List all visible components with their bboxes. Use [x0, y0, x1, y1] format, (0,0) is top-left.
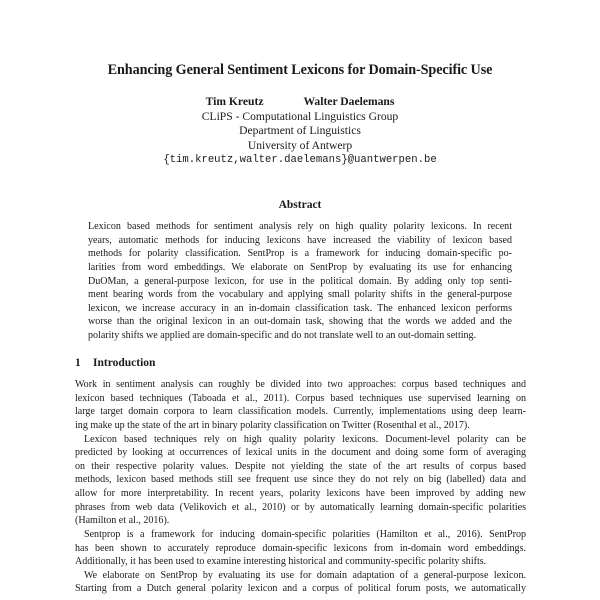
body-line: predicted by looking at occurrences of lexical units in the document and doing some form of averaging	[75, 447, 526, 459]
author-block	[0, 95, 600, 168]
body-line: Additionally, it has been used to examine interesting historical and community-specific polarity shifts.	[75, 556, 487, 568]
abstract-line: larities from word embeddings. We elaborate on SentProp by evaluating its use for enhancing	[88, 261, 512, 273]
abstract-line: ment bearing words from the vocabulary and applying small polarity shifts in the general-purpose	[88, 289, 512, 301]
body-line: Work in sentiment analysis can roughly be divided into two approaches: corpus based techniques and	[75, 379, 526, 390]
body-line: Sentprop is a framework for inducing domain-specific polarities (Hamilton et al., 2016). SentProp	[84, 528, 526, 540]
section-number: 1	[75, 357, 81, 369]
body-line: (Hamilton et al., 2016).	[75, 515, 170, 527]
body-line: Lexicon based techniques rely on high quality polarity lexicons. Document-level polarity can be	[84, 433, 526, 445]
affiliation-line: University of Antwerp	[247, 138, 353, 152]
body-line: large target domain corpora to learn classification models. Currently, implementations using deep learn-	[75, 406, 526, 418]
affiliation-line: Department of Linguistics	[239, 124, 361, 138]
body-line: ing make up the state of the art in binary polarity classification on Twitter (Rosenthal et al., 2017).	[75, 419, 470, 431]
author-names	[0, 95, 600, 110]
affiliation-line: CLiPS - Computational Linguistics Group	[201, 109, 399, 123]
abstract-line: DuOMan, a general-purpose lexicon, for use in the political domain. By adding only top senti-	[88, 275, 512, 287]
author-email: {tim.kreutz,walter.daelemans}@uantwerpen.be	[163, 154, 437, 167]
section-title: Introduction	[93, 357, 156, 369]
body-line: phrases from web data (Velikovich et al., 2010) or by automatically learning domain-specific polarities	[75, 501, 526, 513]
abstract-line: polarity shifts we applied are domain-specific and do not translate well to an out-domain setting.	[88, 330, 477, 341]
abstract-line: lexicon, we increase accuracy in an in-domain classification task. The enhanced lexicon performs	[88, 302, 512, 314]
introduction-body	[75, 378, 526, 596]
abstract-line: worse than the original lexicon in an out-domain task, showing that the words we added and the	[88, 316, 512, 328]
paper-title: Enhancing General Sentiment Lexicons for Domain-Specific Use	[107, 62, 493, 78]
body-line: has been shown to accurately reproduce domain-specific lexicons from in-domain word embeddings.	[75, 542, 526, 554]
abstract-line: methods for polarity classification. SentProp is a framework for inducing domain-specific po-	[88, 248, 512, 260]
body-line: We elaborate on SentProp by evaluating its use for domain adaptation of a general-purpose lexicon.	[84, 569, 526, 581]
abstract-heading: Abstract	[278, 199, 322, 211]
body-line: Starting from a Dutch general polarity lexicon and a corpus of political forum posts, we automatically	[75, 583, 526, 595]
body-line: allow for more interpretability. In recent years, polarity lexicons have been improved by adding new	[75, 488, 526, 499]
abstract-body	[88, 220, 512, 343]
author-name: Tim Kreutz	[205, 95, 264, 108]
author-name: Walter Daelemans	[303, 95, 395, 108]
body-line: lexicon based techniques (Taboada et al., 2011). Corpus based techniques use supervised learning on	[75, 392, 526, 404]
body-line: methods, lexicon based methods still see frequent use since they do not rely on big (labelled) data and	[75, 474, 526, 486]
abstract-line: Lexicon based methods for sentiment analysis rely on high quality polarity lexicons. In recent	[88, 221, 512, 232]
section-heading-introduction	[75, 357, 155, 369]
abstract-line: years, automatic methods for inducing lexicons have increased the viability of lexicon based	[88, 234, 512, 246]
body-line: on their respective polarity values. Despite not yielding the state of the art results of corpus based	[75, 460, 526, 472]
